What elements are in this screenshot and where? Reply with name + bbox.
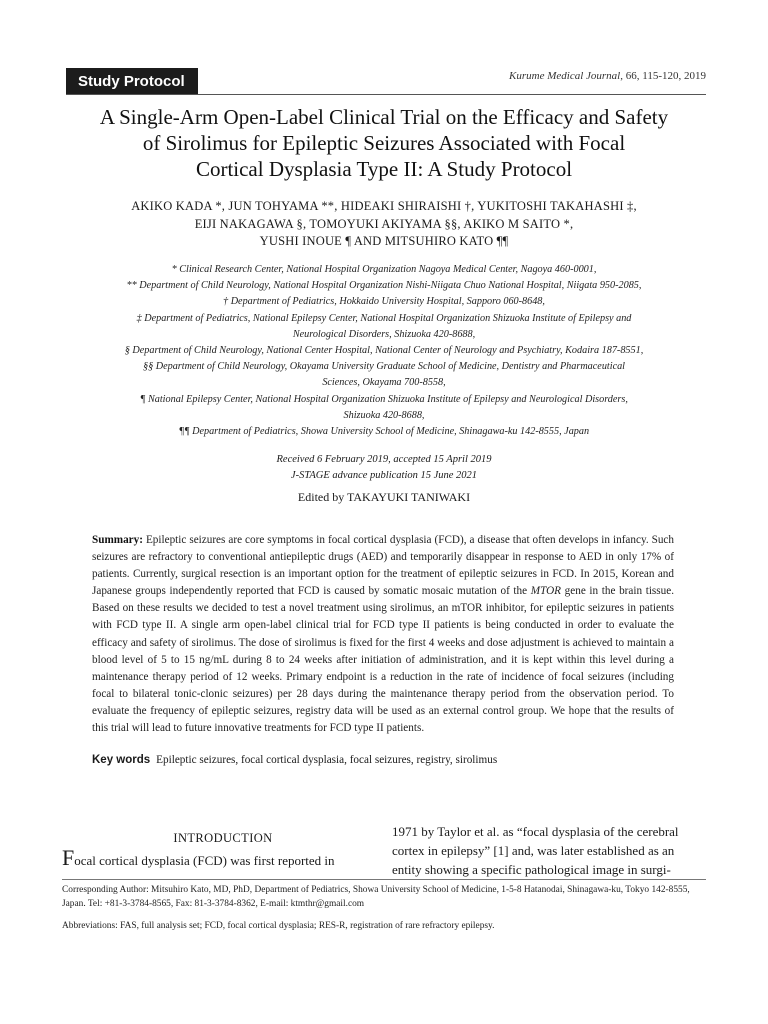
affiliation-line: ¶ National Epilepsy Center, National Hospital Organization Shizuoka Institute of Epilepsy and Neurological Disorders, — [140, 393, 628, 405]
footnote-rule — [62, 879, 706, 880]
keywords-label: Key words — [92, 754, 151, 766]
corresponding-author-note: Corresponding Author: Mitsuhiro Kato, MD, PhD, Department of Pediatrics, Showa University School of Medicine, 1-5-8 Hatanodai, Shinagawa-ku, Tokyo 142-8555, Japan. Tel: +81-3-3784-8565, Fax: 81-3-3784-8362, E-mail: ktmthr@gmail.com — [62, 885, 690, 909]
affiliation-line: Sciences, Okayama 700-8558, — [322, 377, 446, 389]
author-line: YUSHI INOUE ¶ AND MITSUHIRO KATO ¶¶ — [259, 234, 509, 248]
author-line: EIJI NAKAGAWA §, TOMOYUKI AKIYAMA §§, AKIKO M SAITO *, — [194, 216, 574, 231]
title-line: of Sirolimus for Epileptic Seizures Associated with Focal — [142, 131, 626, 155]
affiliation-line: § Department of Child Neurology, National Center Hospital, National Center of Neurology and Psychiatry, Kodaira 187-8551, — [124, 345, 644, 357]
introduction-line: entity showing a specific pathological image in surgi- — [392, 862, 671, 877]
summary-label: Summary: — [92, 534, 143, 546]
received-date: Received 6 February 2019, accepted 15 April 2019 — [276, 454, 492, 465]
header-rule — [66, 94, 706, 95]
affiliation-line: ¶¶ Department of Pediatrics, Showa University School of Medicine, Shinagawa-ku 142-8555, Japan — [178, 426, 590, 438]
title-line: A Single-Arm Open-Label Clinical Trial on the Efficacy and Safety — [99, 105, 669, 129]
introduction-heading: INTRODUCTION — [173, 831, 273, 845]
dropcap-letter: F — [62, 845, 75, 870]
journal-volume-pages: , 66, 115-120, 2019 — [620, 70, 706, 82]
summary-text-part: gene in the brain tissue. Based on these results we decided to test a novel treatment using sirolimus, an mTOR inhibitor, for epileptic seizures in patients with FCD type II. A single arm open-label clinical trial for FCD type II patients is being conducted in order to evaluate the efficacy and safety of sirolimus. The dose of sirolimus is fixed for the first 4 weeks and dose adjustment is achieved to maintain a blood level of 5 to 15 ng/mL during 8 to 24 weeks after initiation of administration, and it is kept within this level during a maintenance therapy period of 12 weeks. Primary endpoint is a reduction in the rate of incidence of focal seizures (including focal to bilateral tonic-clonic seizures) per 28 days during the maintenance therapy period from the observation period. To evaluate the frequency of epileptic seizures, registry data will be used as an external control group. We hope that the results of this trial will lead to future innovative treatments for FCD type II patients. — [92, 585, 674, 735]
affiliation-line: † Department of Pediatrics, Hokkaido University Hospital, Sapporo 060-8648, — [223, 296, 545, 308]
publication-dates — [60, 452, 708, 484]
abbreviations-note: Abbreviations: FAS, full analysis set; FCD, focal cortical dysplasia; RES-R, registration of rare refractory epilepsy. — [62, 921, 495, 931]
author-list — [60, 198, 708, 251]
introduction-right-column — [392, 822, 706, 879]
article-type-label: Study Protocol — [78, 72, 185, 90]
journal-citation — [509, 70, 706, 82]
keywords-text: Epileptic seizures, focal cortical dysplasia, focal seizures, registry, sirolimus — [156, 754, 498, 766]
summary-text-part: Epileptic seizures are core symptoms in focal cortical dysplasia (FCD), a disease that often develops in infancy. Such seizures are refractory to conventional antiepileptic drugs (AED) and temporarily disappear in response to AED in only 17% of patients. Currently, surgical resection is an important option for the treatment of epileptic seizures in FCD. In 2015, Korean and Japanese groups independently reported that FCD is caused by somatic mosaic mutation of the — [92, 534, 674, 598]
editor-line: Edited by TAKAYUKI TANIWAKI — [297, 490, 471, 504]
affiliation-line: Shizuoka 420-8688, — [343, 409, 425, 421]
title-line: Cortical Dysplasia Type II: A Study Protocol — [195, 157, 573, 181]
affiliation-line: Neurological Disorders, Shizuoka 420-8688, — [292, 328, 476, 340]
journal-name: Kurume Medical Journal — [509, 70, 621, 82]
affiliation-line: ** Department of Child Neurology, National Hospital Organization Nishi-Niigata Chuo National Hospital, Niigata 950-2085, — [126, 280, 642, 292]
article-title — [60, 104, 708, 182]
keywords — [92, 754, 674, 766]
gene-name: MTOR — [530, 585, 562, 598]
summary-abstract — [92, 532, 674, 737]
affiliation-line: ‡ Department of Pediatrics, National Epilepsy Center, National Hospital Organization Shizuoka Institute of Epilepsy and — [136, 312, 632, 324]
jstage-date: J-STAGE advance publication 15 June 2021 — [290, 470, 478, 481]
affiliation-line: * Clinical Research Center, National Hospital Organization Nagoya Medical Center, Nagoya 460-0001, — [171, 264, 597, 275]
article-type-badge — [66, 68, 198, 94]
introduction-text: ocal cortical dysplasia (FCD) was first reported in — [74, 853, 335, 868]
affiliation-line: §§ Department of Child Neurology, Okayama University Graduate School of Medicine, Dentistry and Pharmaceutical — [142, 361, 626, 373]
introduction-line: 1971 by Taylor et al. as “focal dysplasia of the cerebral — [392, 824, 679, 839]
introduction-left-column — [62, 845, 378, 871]
introduction-line: cortex in epilepsy” [1] and, was later established as an — [392, 843, 675, 858]
affiliation-list — [70, 262, 698, 440]
author-line: AKIKO KADA *, JUN TOHYAMA **, HIDEAKI SHIRAISHI †, YUKITOSHI TAKAHASHI ‡, — [131, 199, 637, 213]
